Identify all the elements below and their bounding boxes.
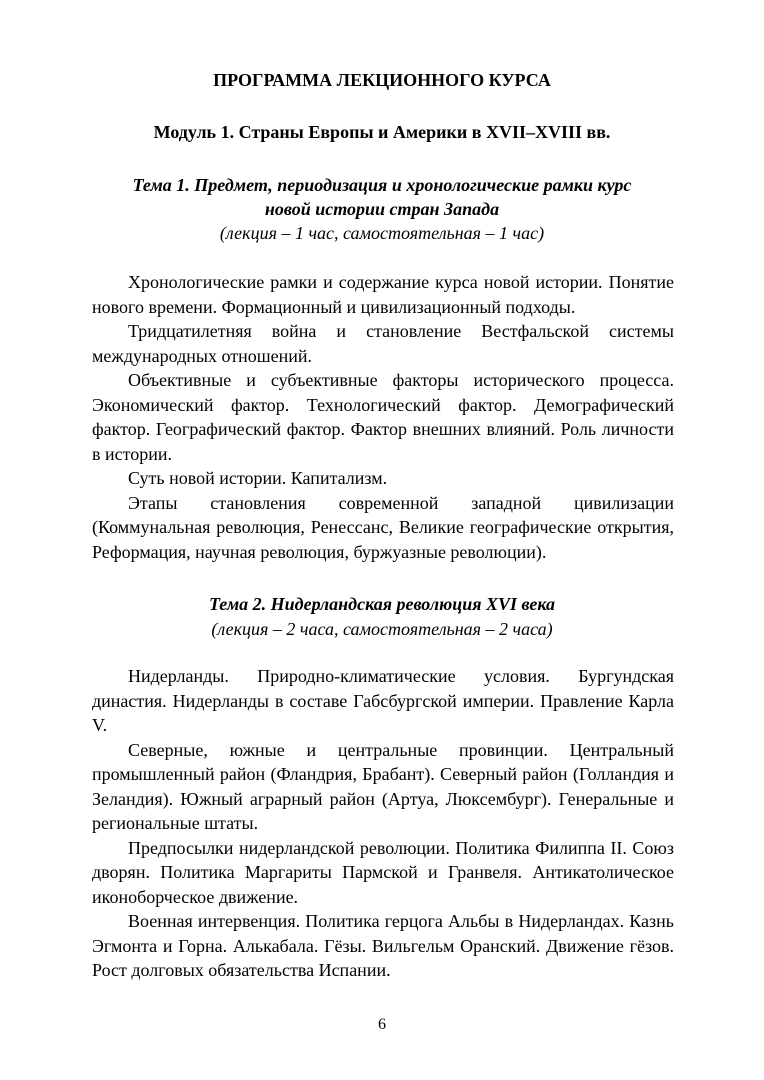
paragraph: Хронологические рамки и содержание курса новой истории. Понятие нового времени. Формационный и цивилизационный подходы. [92,272,674,317]
paragraph: Этапы становления современной западной цивилизации (Коммунальная революция, Ренессанс, Великие географические открытия, Реформация, научная революция, буржуазные революции). [92,492,674,562]
topic-2-body [92,664,674,983]
paragraph: Объективные и субъективные факторы исторического процесса. Экономический фактор. Технологический фактор. Демографический фактор. Географический фактор. Фактор внешних влияний. Роль личности в истории. [92,370,674,464]
page-number: 6 [378,1016,386,1033]
paragraph: Суть новой истории. Капитализм. [128,468,388,488]
topic-1-body [92,270,674,564]
topic-1-title-line-2: новой истории стран Запада [264,199,500,219]
program-title: ПРОГРАММА ЛЕКЦИОННОГО КУРСА [213,70,551,90]
topic-1-hours: (лекция – 1 час, самостоятельная – 1 час) [219,223,545,243]
module-title: Модуль 1. Страны Европы и Америки в XVII–XVIII вв. [153,122,611,142]
topic-1-title-line-1: Тема 1. Предмет, периодизация и хронологические рамки курс [132,175,632,195]
paragraph: Северные, южные и центральные провинции. Центральный промышленный район (Фландрия, Брабант). Северный район (Голландия и Зеландия). Южный аграрный район (Артуа, Люксембург). Генеральные и региональные штаты. [92,739,674,833]
topic-2-hours: (лекция – 2 часа, самостоятельная – 2 часа) [211,619,553,639]
topic-2-title: Тема 2. Нидерландская революция XVI века [208,594,556,614]
paragraph: Предпосылки нидерландской революции. Политика Филиппа II. Союз дворян. Политика Маргариты Пармской и Гранвеля. Антикатолическое иконоборческое движение. [92,837,674,907]
paragraph: Тридцатилетняя война и становление Вестфальской системы международных отношений. [92,321,674,366]
paragraph: Военная интервенция. Политика герцога Альбы в Нидерландах. Казнь Эгмонта и Горна. Алькабала. Гёзы. Вильгельм Оранский. Движение гёзов. Рост долговых обязательства Испании. [92,911,674,980]
paragraph: Нидерланды. Природно-климатические условия. Бургундская династия. Нидерланды в составе Габсбургской империи. Правление Карла V. [92,666,674,735]
